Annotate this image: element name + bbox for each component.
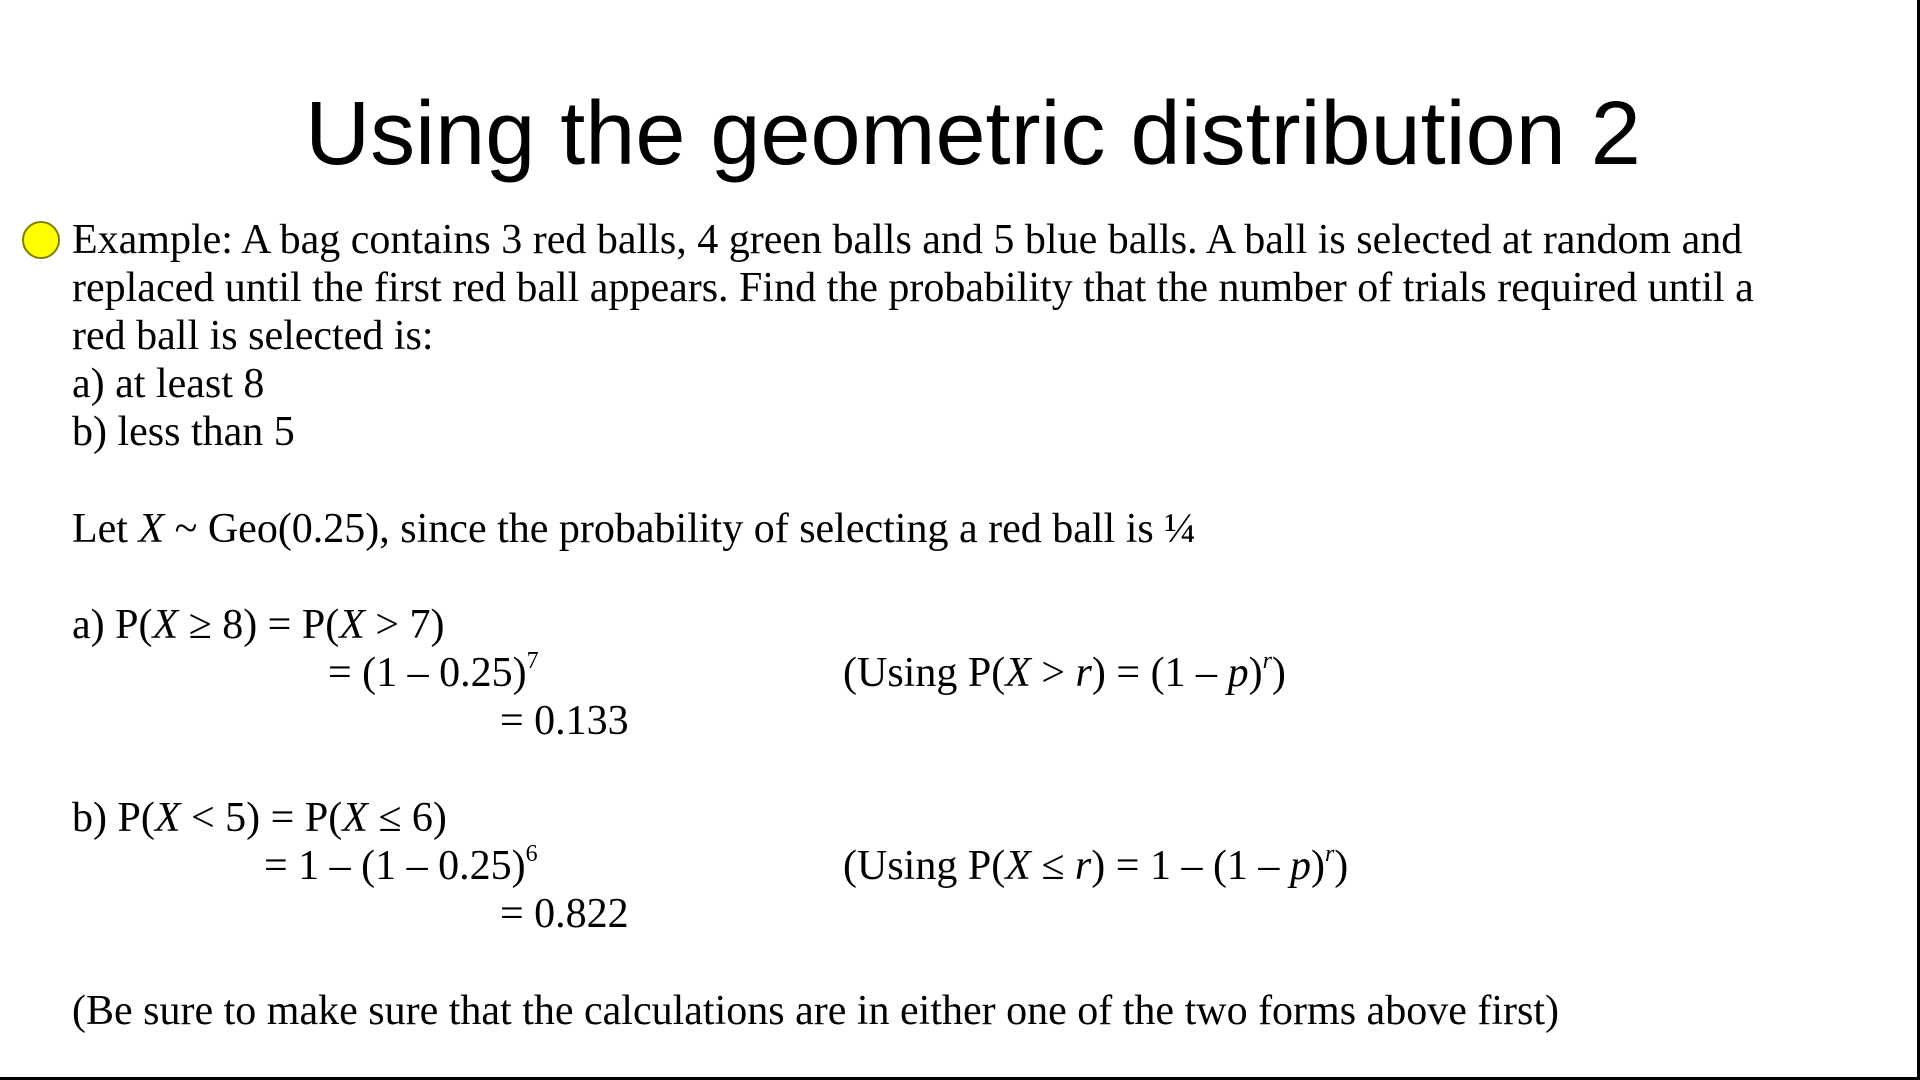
text: (Using P( bbox=[843, 843, 1006, 889]
text: b) P( bbox=[72, 795, 155, 841]
text: ) bbox=[1334, 843, 1349, 889]
variable: p bbox=[1289, 843, 1311, 889]
solution-a-step bbox=[328, 649, 539, 697]
variable: r bbox=[1075, 650, 1092, 696]
text: ≥ 8) = P( bbox=[178, 602, 340, 648]
text: ≤ bbox=[1030, 843, 1075, 889]
text: ) = (1 – bbox=[1091, 650, 1228, 696]
variable: X bbox=[1005, 843, 1031, 889]
solution-a-result: = 0.133 bbox=[500, 698, 629, 744]
text: > 7) bbox=[364, 602, 445, 648]
variable: X bbox=[152, 602, 179, 648]
solution-a-formula-note bbox=[843, 649, 1286, 697]
question-line-2: replaced until the first red ball appears. Find the probability that the number of trials required until a bbox=[72, 265, 1754, 311]
text: = (1 – 0.25) bbox=[328, 650, 527, 696]
text: > bbox=[1030, 650, 1076, 696]
text: ) bbox=[1310, 843, 1325, 889]
solution-b-step bbox=[264, 842, 538, 890]
text: ) = 1 – (1 – bbox=[1091, 843, 1290, 889]
text: ≤ 6) bbox=[367, 795, 447, 841]
text: (Using P( bbox=[843, 650, 1006, 696]
variable: X bbox=[154, 795, 181, 841]
question-line-3: red ball is selected is: bbox=[72, 313, 434, 359]
footer-note: (Be sure to make sure that the calculations are in either one of the two forms above first) bbox=[72, 988, 1559, 1034]
yellow-bullet-icon bbox=[22, 221, 60, 259]
solution-b-heading bbox=[72, 794, 447, 842]
variable: X bbox=[339, 602, 365, 648]
solution-b-formula-note bbox=[843, 842, 1348, 890]
setup-text-2: ~ Geo(0.25), since the probability of selecting a red ball is ¼ bbox=[164, 506, 1196, 552]
text: = 1 – (1 – 0.25) bbox=[264, 843, 526, 889]
slide-title: Using the geometric distribution 2 bbox=[305, 84, 1641, 184]
exponent: r bbox=[1324, 841, 1335, 867]
distribution-setup bbox=[72, 505, 1196, 553]
variable: X bbox=[342, 795, 368, 841]
setup-text-1: Let bbox=[72, 506, 139, 552]
question-part-a: a) at least 8 bbox=[72, 361, 265, 407]
text: a) P( bbox=[72, 602, 153, 648]
text: ) bbox=[1271, 650, 1286, 696]
solution-b-result: = 0.822 bbox=[500, 891, 629, 937]
variable: r bbox=[1074, 843, 1092, 889]
variable: p bbox=[1227, 650, 1249, 696]
text: ) bbox=[1248, 650, 1263, 696]
exponent: 6 bbox=[525, 841, 538, 867]
setup-variable: X bbox=[138, 506, 165, 552]
solution-a-heading bbox=[72, 601, 445, 649]
variable: X bbox=[1005, 650, 1031, 696]
exponent: 7 bbox=[526, 648, 539, 674]
question-part-b: b) less than 5 bbox=[72, 409, 295, 455]
exponent: r bbox=[1262, 648, 1272, 674]
question-line-1: Example: A bag contains 3 red balls, 4 green balls and 5 blue balls. A ball is selected at random and bbox=[72, 217, 1743, 263]
text: < 5) = P( bbox=[180, 795, 343, 841]
